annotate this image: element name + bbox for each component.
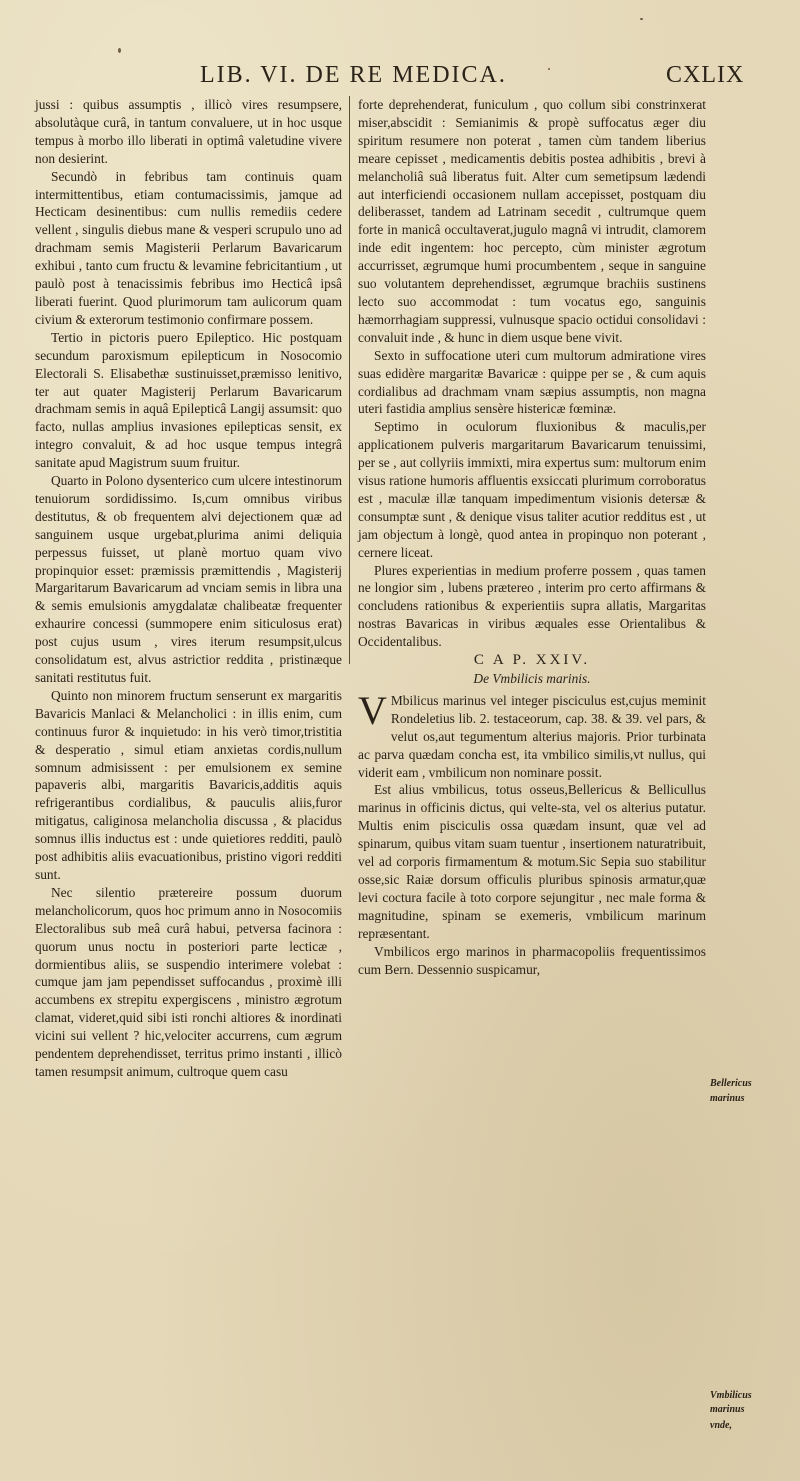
drop-cap: V <box>358 687 387 733</box>
page-number: CXLIX <box>666 62 745 88</box>
chapter-subtitle: De Vmbilicis marinis. <box>473 671 591 686</box>
chapter-first-paragraph <box>358 687 706 782</box>
paragraph: forte deprehenderat, funiculum , quo collum sibi constrinxerat miser,abscidit : Semianimis & propè suffocatus æger diu spiritum resumere non poterat , tamen cùm tandem liberius meare cepisset , medicamentis debitis postea adhibitis , brevi à melancholiâ suâ liberatus fuit. Alter cum semetipsum lædendi aut interficiendi occasionem nullam accepisset, postquam diu deliberasset, tandem ad Latrinam secedit , cultrumque quem forte in manicâ occultaverat,jugulo magnâ vi intrudit, clamorem inde edit ingentem: hoc percepto, cùm minister ægrotum accurrisset, ægrumque humi procumbentem , seque in sanguine suo volutantem deprehendisset, ægrumque brachiis sustinens lecto suo accommodat : tum vocatus ego, sanguinis hæmorrhagiam suppressi, vulnusque spacio octidui consolidavi : convaluit inde , & hunc in diem usque bene vivit. <box>358 97 706 345</box>
paragraph: Sexto in suffocatione uteri cum multorum admiratione vires suas edidère margaritæ Bavaricæ : quippe per se , & cum aquis cordialibus ad drachmam vnam sæpius assumptis, non magna uteri fastidia amplius sensère histericæ fœminæ. <box>358 347 706 417</box>
marginal-note: marinus <box>710 1093 745 1104</box>
paragraph: Vmbilicos ergo marinos in pharmacopoliis frequentissimos cum Bern. Dessennio suspicamur, <box>358 943 706 977</box>
marginal-note: vnde, <box>710 1420 732 1431</box>
paragraph: Plures experientias in medium proferre possem , quas tamen ne longior sim , lubens prætereo , interim pro certo affirmans & concludens rationibus & experientiis supra allatis, Margaritas nostras Bavaricas in viribus æquales esse Orientalibus & Occidentalibus. <box>358 562 706 650</box>
paper-speck <box>118 48 121 53</box>
paragraph: Secundò in febribus tam continuis quam intermittentibus, etiam contumacissimis, jamque ad Hecticam desinentibus: cum nullis remediis cedere vellent , singulis diebus mane & vesperi scrupulo uno ad drachmam semis Magisterii Perlarum Bavaricarum exhibui , tanto cum fructu & levamine febricitantium , ut paulò post à tenacissimis febribus imo Hecticâ ipsâ liberati fuerint. Quod plurimorum tam aulicorum quam civium & exterorum testimonio confirmare possem. <box>35 168 342 327</box>
paragraph: Quarto in Polono dysenterico cum ulcere intestinorum tenuiorum sordidissimo. Is,cum omnibus viribus destitutus, & ob frequentem alvi dejectionem quæ ad sanguinem usque urgebat,plurima animi deliquia perpessus fuisset, ut planè mortuo quam vivo propinquior esset: præmissis præmittendis , Magisterij Margaritarum Bavaricarum ad vnciam semis in libra una & semis emulsionis amygdalatæ chalibeatæ frequenter exhaurire concessi (summopere enim siticulosus erat) post cujus usum , vires iterum resumpsit,ulcus consolidatum est, alvus astrictior reddita , pristinæque sanitati restitutus fuit. <box>35 473 342 685</box>
paragraph: jussi : quibus assumptis , illicò vires resumpsere, absolutàque curâ, in tantum convaluere, ut in hoc usque tempus à morbo illo liberati in optimâ valetudine vivere non desierint. <box>35 97 342 166</box>
paragraph: Tertio in pictoris puero Epileptico. Hic postquam secundum paroxismum epilepticum in Nosocomio Electorali S. Elisabethæ sustinuisset,præmisso lenitivo, ter aut quater Magisterij Perlarum Bavaricarum drachmam semis in aquâ Epilepticâ Langij assumsit: quo facto, nullas amplius invasiones epilepticas sensit, ex integro convaluit, & ad hoc usque tempus integrâ sanitate apud Magistrum suum fruitur. <box>35 329 342 471</box>
paragraph: Quinto non minorem fructum senserunt ex margaritis Bavaricis Manlaci & Melancholici : in illis enim, cum continuus furor & inquietudo: in his verò timor,tristitia & desperatio , simul etiam anxietas cordis,nullum somnum admisissent : per emulsionem ex semine papaveris albi, margaritis Bavaricis,additis aquis refrigerantibus cordialibus, & pauculis aliis,furor mitigatus, caliginosa melancholia discussa , & placidus somnus illis inductus est : unde quietiores redditi, paulò post adhibitis aliis evacuationibus, pristino vigori redditi sunt. <box>35 687 342 882</box>
marginal-note: marinus <box>710 1404 745 1415</box>
paragraph: Est alius vmbilicus, totus osseus,Bellericus & Bellicullus marinus in officinis dictus, qui velte-sta, vel os alterius putatur. Multis enim pisciculis ossa quædam insunt, quæ vel ad spinarum, quibus vitam suam tuentur , insertionem naturatribuit, vel ad corporis firmamentum & motum.Sic Sepia suo stabilitur osse,sic Raiæ dorsum officulis pluribus spinosis armatur,quæ levi coctura facile à toto corpore sejungitur , nec male forma & magnitudine, spinam se exemeris, vmbilicum marinum repræsentant. <box>358 782 706 941</box>
left-column <box>35 96 342 1081</box>
column-divider <box>349 96 350 664</box>
paragraph-text: Mbilicus marinus vel integer pisciculus est,cujus meminit Rondeletius lib. 2. testaceorum, cap. 38. & 39. vel pars, & velut os,aut tegumentum alterius majoris. Prior turbinata ac parva quædam concha est, ita vmbilico similis,vt nullus, qui viderit eam , vmbilicum non nominare possit. <box>358 692 706 780</box>
marginal-note: Vmbilicus <box>710 1390 752 1401</box>
page-header <box>0 62 800 92</box>
right-column <box>358 96 706 978</box>
paper-speck <box>548 68 550 70</box>
chapter-heading: C A P. XXIV. <box>473 652 591 669</box>
marginal-note: Bellericus <box>710 1078 752 1089</box>
paragraph: Nec silentio prætereire possum duorum melancholicorum, quos hoc primum anno in Nosocomiis Electoralibus sub meâ curâ habui, petversa facinora : quorum unus noctu in posteriori parte lecticæ , dormientibus aliis, se suspendio interimere volebat : cumque jam jam pependisset suffocandus , proximè illi accumbens ex strepitu expergiscens , ministro ægrotum clamat, videret,quid sibi isti ronchi altiores & inordinati vicini sui vellent ? hic,velociter accurrens, cum ægrum pendentem deprehendisset, territus primo instanti , illicò tamen resumpsit animum, cultroque quem casu <box>35 884 342 1079</box>
running-title: LIB. VI. DE RE MEDICA. <box>200 62 507 88</box>
paper-speck <box>640 18 643 20</box>
paragraph: Septimo in oculorum fluxionibus & maculis,per applicationem pulveris margaritarum Bavaricarum tenuissimi, per se , aut collyriis immixti, mira expertus sum: multorum enim visus ratione humoris affluentis exsiccati plurimum corroboratus est , maculæ illæ tanquam impedimentum visionis detersæ & consumptæ sunt , & denique visus taliter acutior redditus est , ut jam objectum à longè, quod antea in propinquo non poterant , cernere liceat. <box>358 419 706 560</box>
